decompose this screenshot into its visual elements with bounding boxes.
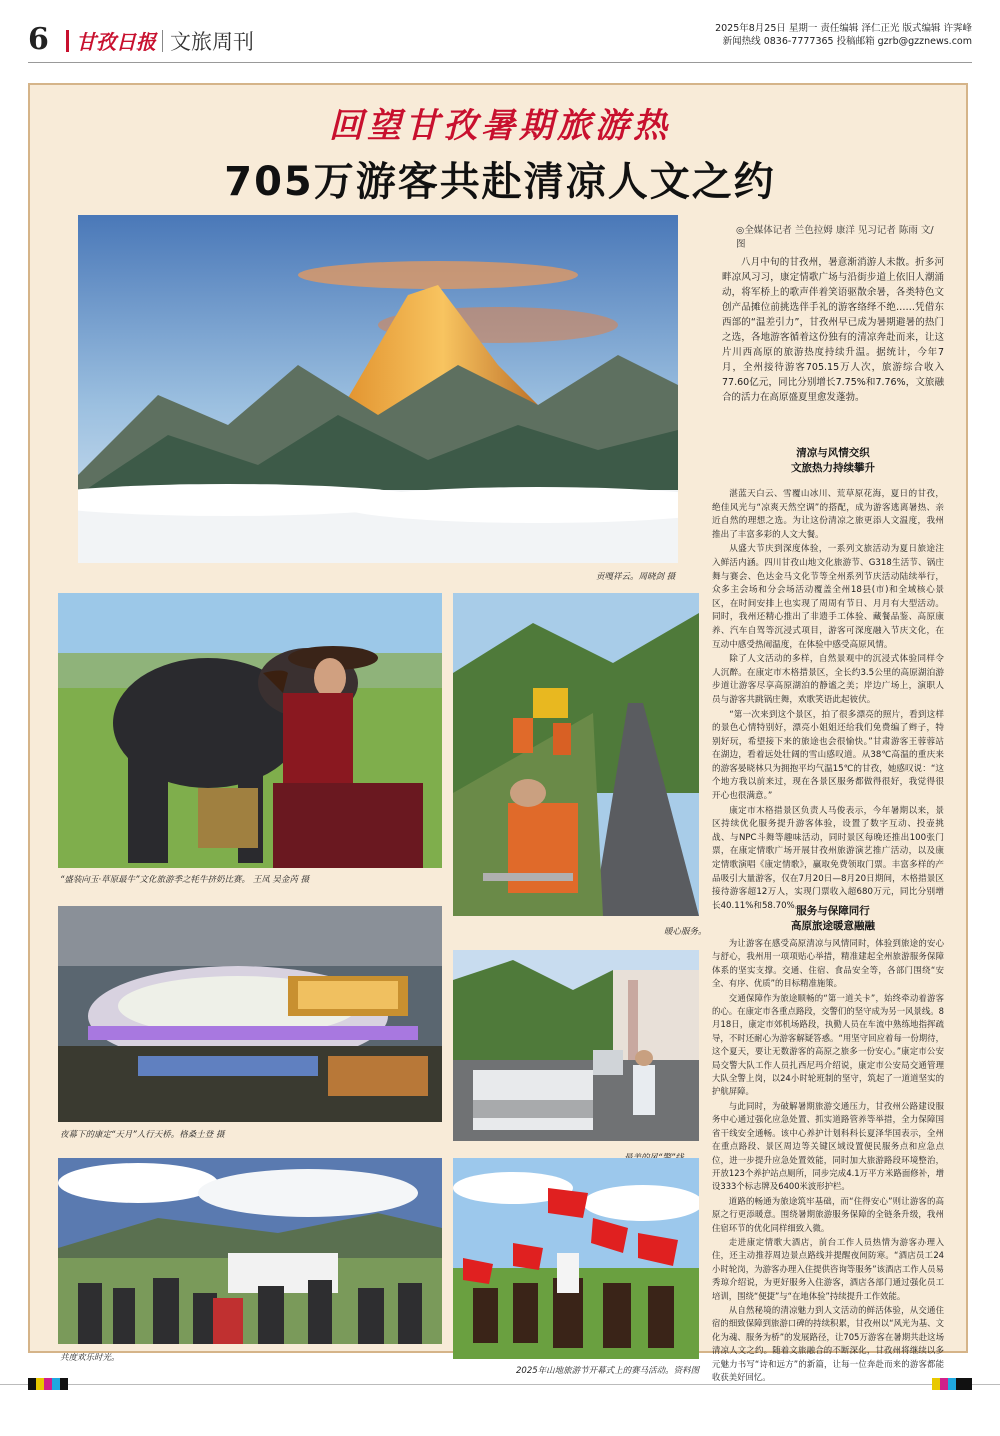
photo-crowd [58, 1158, 442, 1344]
photo-mountain [78, 215, 678, 563]
page-number: 6 [28, 22, 49, 57]
photo-caption: 贡嘎祥云。周晓剑 摄 [596, 572, 676, 582]
header-divider [66, 30, 69, 52]
photo-traffic-police [453, 950, 699, 1141]
section2-body [712, 937, 944, 1385]
bottom-rule [0, 1384, 1000, 1385]
article-paragraph: 除了人文活动的多样，自然景观中的沉浸式体验同样令人沉醉。在康定市木格措景区，全长约3.5公里的高原湖泊游步道让游客尽享高原湖泊的静谧之美；岸边广场上，演职人员与游客共跳锅庄舞，欢歌笑语此起彼伏。 [712, 654, 944, 705]
header-info-line: 新闻热线 0836-7777365 投稿邮箱 gzrb@gzznews.com [722, 36, 972, 47]
byline: ◎全媒体记者 兰色拉姆 康洋 见习记者 陈雨 文/图 [736, 225, 934, 250]
section-heading-line: 文旅热力持续攀升 [791, 462, 875, 474]
article-paragraph: 八月中旬的甘孜州，暑意渐消游人未散。折多河畔凉风习习，康定情歌广场与沿街步道上依旧人潮涌动，将军桥上的歌声伴着笑语驱散余暑，各类特色文创产品摊位前挑选伴手礼的游客络绎不绝……凭借东西部的“温差引力”，甘孜州早已成为暑期避暑的热门之选，各地游客循着这份独有的清凉奔赴而来，让这片川西高原的旅游热度持续升温。据统计，今年7月，全州接待游客705.15万人次，旅游综合收入77.60亿元，同比分别增长7.75%和7.76%，文旅融合的活力在高原盛夏里愈发蓬勃。 [722, 257, 944, 403]
article-paragraph: 康定市木格措景区负责人马俊表示，今年暑期以来，景区持续优化服务提升游客体验，设置了数字互动、投壶挑战、与NPC斗舞等趣味活动，同时景区每晚还推出100张门票，在康定情歌广场开展甘孜州旅游演艺推广活动，以及康定情歌演唱《康定情歌》，赢取免费领取门票。丰富多样的产品吸引大量游客，仅在7月20日—8月20日期间，木格措景区接待游客超12万人，实现门票收入超680万元，同比分别增长40.11%和58.70%。 [712, 805, 944, 911]
photo-caption: 夜幕下的康定“天月”人行天桥。格桑土登 摄 [60, 1130, 225, 1140]
article-paragraph: 走进康定情歌大酒店，前台工作人员热情为游客办理入住，还主动推荐周边景点路线并提醒夜间防寒。“酒店员工24小时轮岗，为游客办理入住提供咨询等服务”该酒店工作人员易秀琼介绍说，为更好服务入住游客，酒店各部门通过强化员工培训，围绕“便捷”与“在地体验”持续提升工作效能。 [712, 1236, 944, 1301]
photo-horse-race [453, 1158, 699, 1359]
section-name: 文旅周刊 [170, 30, 254, 54]
section-heading [722, 446, 944, 476]
section-heading-line: 服务与保障同行 [796, 905, 870, 917]
photo-caption: 暖心服务。 [664, 927, 707, 937]
photo-caption: 共度欢乐时光。 [60, 1353, 120, 1363]
header-divider [162, 30, 163, 52]
article-paragraph: 道路的畅通为旅途筑牢基础，而“住得安心”则让游客的高原之行更添暖意。围绕暑期旅游服务保障的全链条升级，我州住宿环节的优化同样细致入微。 [712, 1195, 944, 1233]
article-paragraph: 交通保障作为旅途顺畅的“第一道关卡”，始终牵动着游客的心。在康定市各重点路段，交警们的坚守成为另一风景线。8月18日，康定市郊机场路段，执勤人员在车流中熟练地指挥疏导，不时还耐心为游客解疑答惑。“用坚守回应着每一份期待，这个夏天，要让无数游客的高原之旅多一份安心。”康定市公安局交警大队工作人员扎西尼玛介绍说，康定市公安局交通管理大队全警上岗，以24小时轮班制的坚守，筑起了一道道坚实的护航屏障。 [712, 992, 944, 1097]
article-paragraph: 湛蓝天白云、雪覆山冰川、荒草原花海，夏日的甘孜，绝佳风光与“凉爽天然空调”的搭配，成为游客逃离暑热、亲近自然的理想之选。为让这份清凉之旅更添人文温度，我州推出了丰富多彩的人文大餐。 [712, 489, 944, 540]
color-registration-bar-right [932, 1378, 972, 1390]
headline: 705万游客共赴清凉人文之约 [224, 159, 776, 205]
article-paragraph: 与此同时，为破解暑期旅游交通压力，甘孜州公路建设服务中心通过强化应急处置、抓实道路管养等举措，全力保障国省干线安全通畅。该中心养护计划科科长夏泽华国表示，全州在重点路段、景区周边等关键区域设置便民服务点和应急点位，进一步提升应急处置效能，同时加大旅游路段环境整治，开放123个养护站点厕所，同步完成4.1万平方米路面修补，增设333个标志牌及6400米波形护栏。 [712, 1100, 944, 1192]
article-paragraph: “第一次来到这个景区，拍了很多漂亮的照片，看到这样的景色心情特别好，漂亮小姐姐还给我们免费编了辫子，特别好玩，希望接下来的旅途也会很愉快。”甘肃游客王蓉蓉站在湖边，看着远处壮阔的雪山感叹道。从38℃高温的重庆来的游客晏晓林只为拥抱平均气温15℃的甘孜，她感叹说：“这个地方我以前来过，现在各景区服务都做得很好，我觉得很开心也很满意。” [712, 709, 944, 802]
header-info [715, 22, 972, 48]
article-paragraph: 从盛大节庆到深度体验，一系列文旅活动为夏日旅途注入鲜活内涵。四川甘孜山地文化旅游节、G318生活节、锅庄舞与赛会、色达金马文化节等全州系列节庆活动陆续举行，众多主会场和分会场活动覆盖全州18县(市)和全域核心景区，在时间安排上也实现了周周有节日、月月有大型活动。同时，我州还精心推出了非遗手工体验、藏餐品鉴、高原康养、汽车自驾等沉浸式项目，游客可深度融入节庆文化，在互动中感受热闹温度，在体验中感受高原风情。 [712, 544, 944, 650]
article-paragraph: 从自然秘境的清凉魅力到人文活动的鲜活体验，从交通住宿的细致保障到旅游口碑的持续积累，甘孜州以“风光为基、文化为魂、服务为桥”的发展路径，让705万游客在暑期共赴这场清凉人文之约。随着文旅融合的不断深化，甘孜州将继续以多元魅力书写“诗和远方”的新篇，让每一位奔赴而来的游客都能收获美好回忆。 [712, 1304, 944, 1382]
photo-yak-milking [58, 593, 442, 868]
photo-caption: 2025年山地旅游节开幕式上的赛马活动。资料图 [516, 1366, 700, 1376]
color-registration-bar-left [28, 1378, 68, 1390]
photo-road-service [453, 593, 699, 916]
masthead-logo: 甘孜日报 [76, 30, 156, 54]
header-info-line: 2025年8月25日 星期一 责任编辑 泽仁正光 版式编辑 许霁峰 [715, 23, 972, 34]
photo-night-bridge [58, 906, 442, 1122]
photo-caption: “盛装向玉·草原最牛”文化旅游季之牦牛挤奶比赛。 王凤 吴金芮 摄 [60, 875, 310, 885]
kicker-title: 回望甘孜暑期旅游热 [329, 106, 671, 146]
section1-body [712, 488, 944, 914]
section-heading-line: 清凉与风情交织 [796, 447, 870, 459]
intro-paragraph-block [722, 255, 944, 406]
section-heading-line: 高原旅途暖意融融 [791, 920, 875, 932]
section-heading [722, 904, 944, 934]
article-paragraph: 为让游客在感受高原清凉与风情同时，体验到旅途的安心与舒心，我州用一项项贴心举措，精准建起全州旅游服务保障体系的坚实支撑。交通、住宿、食品安全等，各部门围绕“安全、有序、优质”的目标精准施策。 [712, 938, 944, 989]
header-rule [28, 62, 972, 63]
